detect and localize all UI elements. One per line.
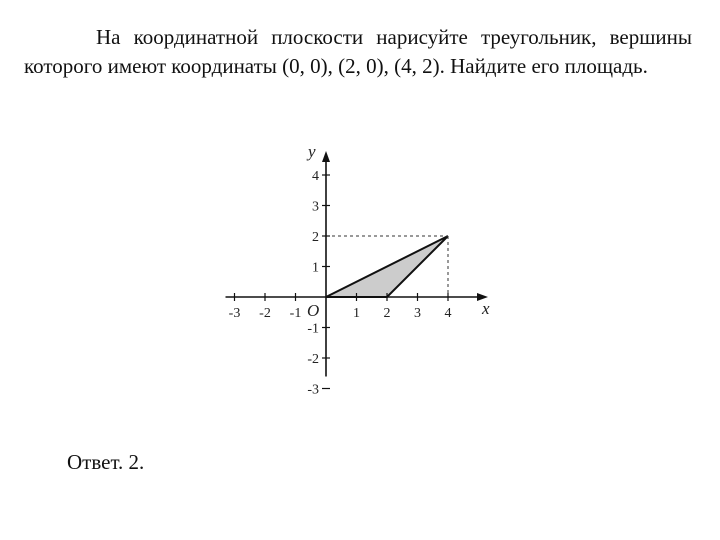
problem-text: На координатной плоскости нарисуйте треугольник, вершины которого имеют координаты (0, 0), (2, 0), (4, 2). Найдите его площадь.	[24, 25, 692, 78]
x-tick-label: 1	[353, 306, 360, 321]
y-tick-label: 4	[312, 169, 319, 184]
triangle	[326, 236, 448, 297]
y-tick-label: -3	[307, 382, 319, 398]
y-tick-label: -2	[307, 352, 319, 367]
y-tick-label: 3	[312, 199, 319, 215]
x-tick-label: 3	[414, 306, 421, 321]
answer-text: Ответ. 2.	[67, 450, 145, 474]
y-tick-label: -1	[307, 321, 319, 337]
y-axis-arrow-icon	[322, 151, 330, 162]
x-tick-label: -1	[289, 306, 302, 321]
y-tick-label: 1	[312, 260, 319, 276]
x-tick-label: -3	[228, 306, 241, 321]
y-tick-label: 2	[312, 230, 319, 245]
y-axis-label: y	[308, 142, 316, 161]
origin-label: O	[307, 301, 320, 320]
x-tick-label: 2	[383, 306, 391, 321]
x-axis-label: x	[482, 299, 490, 318]
x-tick-label: -2	[259, 306, 271, 321]
x-tick-label: 4	[444, 306, 452, 321]
